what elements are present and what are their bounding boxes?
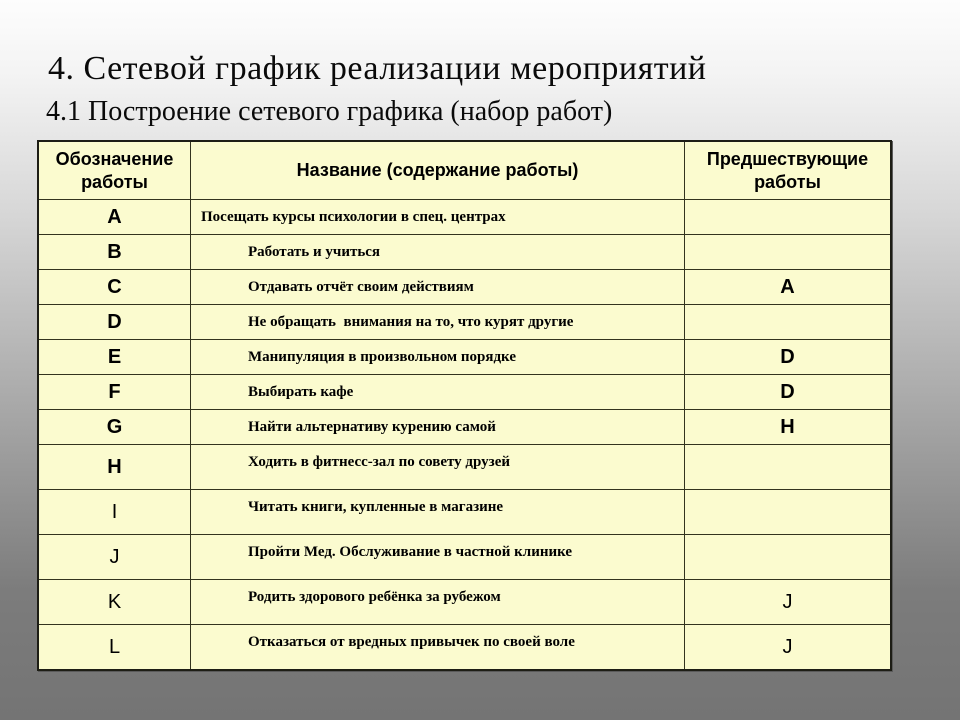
work-name: Отдавать отчёт своим действиям <box>191 270 685 304</box>
work-name: Работать и учиться <box>191 235 685 269</box>
table-row-f <box>39 374 890 409</box>
table-row-b <box>39 234 890 269</box>
work-name: Пройти Мед. Обслуживание в частной клинике <box>191 535 685 579</box>
table-row-l <box>39 624 890 669</box>
work-name: Читать книги, купленные в магазине <box>191 490 685 534</box>
work-predecessor <box>685 445 890 489</box>
table-row-c <box>39 269 890 304</box>
work-predecessor: J <box>782 635 793 658</box>
work-name: Не обращать внимания на то, что курят другие <box>191 305 685 339</box>
work-predecessor <box>685 535 890 579</box>
work-code: E <box>39 340 191 374</box>
column-header-designation: Обозначение работы <box>39 142 191 199</box>
work-code: F <box>39 375 191 409</box>
work-code: H <box>39 445 191 489</box>
work-name: Родить здорового ребёнка за рубежом <box>191 580 685 624</box>
table-row-a <box>39 199 890 234</box>
work-code: J <box>39 535 191 579</box>
work-predecessor <box>685 305 890 339</box>
table-row-g <box>39 409 890 444</box>
work-name: Ходить в фитнесс-зал по совету друзей <box>191 445 685 489</box>
table-row-d <box>39 304 890 339</box>
work-code: L <box>39 625 191 669</box>
work-code: A <box>39 200 191 234</box>
work-predecessor: J <box>782 590 793 613</box>
work-code: G <box>39 410 191 444</box>
work-predecessor: D <box>780 380 795 403</box>
table-row-h <box>39 444 890 489</box>
work-code: K <box>39 580 191 624</box>
table-row-k <box>39 579 890 624</box>
work-code: I <box>39 490 191 534</box>
slide-title: 4. Сетевой график реализации мероприятий <box>48 50 707 87</box>
work-code: B <box>39 235 191 269</box>
work-name: Манипуляция в произвольном порядке <box>191 340 685 374</box>
work-predecessor: A <box>780 275 795 298</box>
work-predecessor <box>685 490 890 534</box>
work-name: Выбирать кафе <box>191 375 685 409</box>
work-predecessor: D <box>780 345 795 368</box>
work-name: Посещать курсы психологии в спец. центрах <box>191 200 685 234</box>
work-predecessor <box>685 235 890 269</box>
column-header-name: Название (содержание работы) <box>191 142 685 199</box>
table-row-e <box>39 339 890 374</box>
table-row-i <box>39 489 890 534</box>
work-predecessor: H <box>780 415 795 438</box>
table-header-row <box>39 142 890 199</box>
work-code: D <box>39 305 191 339</box>
work-code: C <box>39 270 191 304</box>
slide-subtitle: 4.1 Построение сетевого графика (набор работ) <box>46 96 613 127</box>
column-header-predecessors: Предшествующие работы <box>706 149 869 192</box>
work-predecessor <box>685 200 890 234</box>
work-name: Отказаться от вредных привычек по своей воле <box>191 625 685 669</box>
work-name: Найти альтернативу курению самой <box>191 410 685 444</box>
work-breakdown-table <box>37 140 892 671</box>
table-row-j <box>39 534 890 579</box>
